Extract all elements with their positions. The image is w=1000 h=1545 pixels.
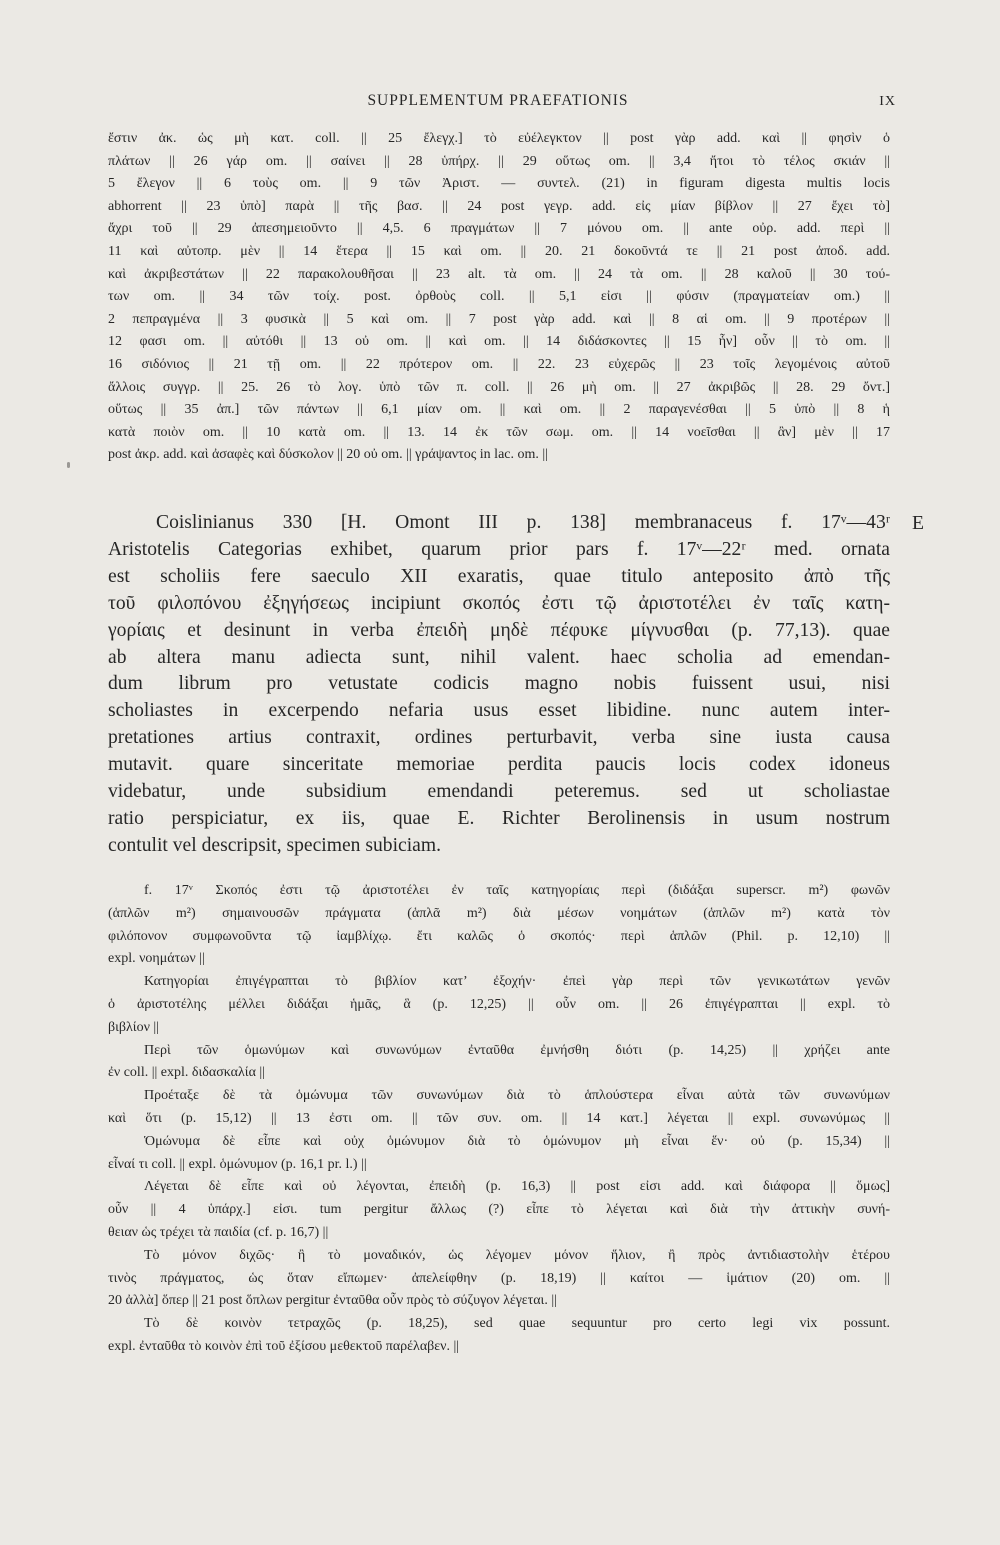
main-text-line: videbatur, unde subsidium emendandi peteremus. sed ut scholiastae: [108, 781, 890, 803]
apparatus-line: 5 ἔλεγον || 6 τοὺς om. || 9 τῶν Ἀριστ. — συντελ. (21) in figuram digesta multis locis: [108, 176, 890, 192]
main-text-line: est scholiis fere saeculo XII exaratis, quae titulo anteposito ἀπὸ τῆς: [108, 565, 890, 587]
apparatus-line: abhorrent || 23 ὑπὸ] παρὰ || τῆς βασ. || 24 post γεγρ. add. εἰς μίαν βίβλον || 27 ἔχει τὸ]: [108, 198, 890, 214]
running-title: SUPPLEMENTUM PRAEFATIONIS: [367, 92, 629, 109]
main-text-line: Aristotelis Categorias exhibet, quarum prior pars f. 17ᵛ—22ʳ med. ornata: [108, 538, 890, 560]
apparatus-line: καὶ ἀκριβεστάτων || 22 παρακολουθῆσαι || 23 alt. τὰ om. || 24 τὰ om. || 28 καλοῦ || 30 τού-: [108, 266, 890, 282]
apparatus-line: ἔστιν ἀκ. ὡς μὴ κατ. coll. || 25 ἔλεγχ.] τὸ εὐέλεγκτον || post γὰρ add. καὶ || φησὶν ὁ: [108, 131, 890, 146]
scholia-line: Τὸ δὲ κοινὸν τετραχῶς (p. 18,25), sed quae sequuntur pro certo legi vix possunt.: [144, 1316, 890, 1332]
scholia-line: Κατηγορίαι ἐπιγέγραπται τὸ βιβλίον κατ’ ἐξοχήν· ἐπεὶ γὰρ περὶ τῶν γενικωτάτων γενῶν: [144, 974, 890, 990]
running-header: [108, 92, 896, 116]
scholia-line: ἐν coll. || expl. διδασκαλία ||: [108, 1065, 266, 1081]
scholia-line: Τὸ μόνον διχῶς· ἢ τὸ μοναδικόν, ὡς λέγομεν μόνον ἥλιον, ἢ πρὸς ἀντιδιαστολὴν ἑτέρου: [144, 1247, 890, 1263]
main-text-line: Coislinianus 330 [H. Omont III p. 138] membranaceus f. 17ᵛ—43ʳ: [156, 512, 890, 533]
main-text-line: ratio perspiciatur, ex iis, quae E. Richter Berolinensis in usum nostrum: [108, 807, 890, 829]
apparatus-line: πλάτων || 26 γάρ om. || σαίνει || 28 ὑπήρχ. || 29 οὕτως om. || 3,4 ἤτοι τὸ τέλος σκιάν ||: [108, 153, 890, 169]
main-text-line: ab altera manu adiecta sunt, nihil valent. haec scholia ad emendan-: [108, 646, 890, 668]
scholia-line: Περὶ τῶν ὁμωνύμων καὶ συνωνύμων ἐνταῦθα ἐμνήσθη διότι (p. 14,25) || χρήζει ante: [144, 1042, 890, 1058]
main-text-line: contulit vel descripsit, specimen subiciam.: [108, 834, 442, 856]
scholia-line: βιβλίον ||: [108, 1019, 160, 1035]
scholia-line: expl. ἐνταῦθα τὸ κοινὸν ἐπὶ τοῦ ἐξίσου μεθεκτοῦ παρέλαβεν. ||: [108, 1338, 460, 1354]
scholia-line: ὁ ἀριστοτέλης μέλλει διδάξαι ἡμᾶς, ἃ (p. 12,25) || οὖν om. || 26 ἐπιγέγραπται || expl. τὸ: [108, 996, 890, 1012]
main-text-line: mutavit. quare sinceritate memoriae perdita paucis locis codex idoneus: [108, 754, 890, 776]
main-text-line: γορίαις et desinunt in verba ἐπειδὴ μηδὲ πέφυκε μίγνυσθαι (p. 77,13). quae: [108, 619, 890, 641]
scholia-excerpt: [108, 880, 890, 1359]
apparatus-line: οὕτως || 35 ἀπ.] τῶν πάντων || 6,1 μίαν om. || καὶ om. || 2 παραγενέσθαι || 5 ὑπὸ || 8 ἡ: [108, 402, 890, 418]
apparatus-line: ἄχρι τοῦ || 29 ἀπεσημειοῦντο || 4,5. 6 πραγμάτων || 7 μόνου om. || ante οὐρ. add. περὶ ||: [108, 221, 890, 237]
scholia-line: καὶ ὅτι (p. 15,12) || 13 ἐστι om. || τῶν συν. om. || 14 κατ.] λέγεται || expl. συνωνύμως ||: [108, 1110, 890, 1126]
scholia-line: οὖν || 4 ὑπάρχ.] εἰσι. tum pergitur ἄλλως (?) εἶπε τὸ λέγεται καὶ διὰ τὴν ἀττικὴν συνή-: [108, 1202, 890, 1218]
scholia-line: θειαν ὡς τρέχει τὰ παιδία (cf. p. 16,7) ||: [108, 1224, 329, 1240]
apparatus-line: κατὰ ποιὸν om. || 10 κατὰ om. || 13. 14 ἐκ τῶν σωμ. om. || 14 νοεῖσθαι || ἂν] μὲν || 17: [108, 424, 890, 440]
apparatus-line: 12 φασι om. || αὐτόθι || 13 οὐ om. || καὶ om. || 14 διδάσκοντες || 15 ἦν] οὖν || τὸ om. ||: [108, 334, 890, 350]
scholia-line: φιλόπονον συμφωνοῦντα τῷ ἰαμβλίχῳ. ἔτι καλῶς ὁ σκοπός· περὶ ἁπλῶν (Phil. p. 12,10) ||: [108, 928, 890, 944]
apparatus-line: 16 σιδόνιος || 21 τῇ om. || 22 πρότερον om. || 22. 23 εὐχερῶς || 23 τοῖς λεγομένοις αὐτοῦ: [108, 356, 890, 372]
apparatus-line: των om. || 34 τῶν τοίχ. post. ὀρθοὺς coll. || 5,1 εἰσι || φύσιν (πραγματείαν om.) ||: [108, 289, 890, 305]
main-text-line: pretationes artius contraxit, ordines perturbavit, verba sine iusta causa: [108, 727, 890, 749]
page-number: IX: [879, 94, 896, 109]
paper-speck: [67, 462, 70, 468]
main-text: [108, 510, 890, 860]
main-text-line: τοῦ φιλοπόνου ἐξηγήσεως incipiunt σκοπός ἐστι τῷ ἀριστοτέλει ἐν ταῖς κατη-: [108, 592, 890, 614]
scholia-line: f. 17ᵛ Σκοπός ἐστι τῷ ἀριστοτέλει ἐν ταῖς κατηγορίαις περὶ (διδάξαι superscr. m²) φωνῶν: [144, 883, 890, 898]
scholia-line: (ἁπλῶν m²) σημαινουσῶν πράγματα (ἁπλᾶ m²) διὰ μέσων νοημάτων (ἁπλῶν m²) κατὰ τὸν: [108, 905, 890, 921]
critical-apparatus: [108, 128, 890, 467]
scholia-line: Προέταξε δὲ τὰ ὁμώνυμα τῶν συνωνύμων διὰ τὸ ἁπλούστερα εἶναι αὐτὰ τῶν συνωνύμων: [144, 1088, 890, 1104]
apparatus-line: ἄλλοις συγγρ. || 25. 26 τὸ λογ. ὑπὸ τῶν π. coll. || 26 μὴ om. || 27 ἀκριβῶς || 28. 29 ὄντ.]: [108, 379, 890, 395]
apparatus-line: 2 πεπραγμένα || 3 φυσικὰ || 5 καὶ om. || 7 post γὰρ add. καὶ || 8 αἱ om. || 9 προτέρων ||: [108, 311, 890, 327]
scholia-line: τινὸς πράγματος, ὡς ὅταν εἴπωμεν· ἀπελείφθην (p. 18,19) || καίτοι — ἱμάτιον (20) om. ||: [108, 1270, 890, 1286]
main-text-line: scholiastes in excerpendo nefaria usus esset libidine. nunc autem inter-: [108, 700, 890, 722]
scholia-line: expl. νοημάτων ||: [108, 951, 205, 967]
margin-siglum: E: [912, 513, 924, 534]
scholia-line: 20 ἀλλὰ] ὅπερ || 21 post ὅπλων pergitur ἐνταῦθα οὖν πρὸς τὸ σύζυγον λέγεται. ||: [108, 1293, 557, 1309]
scholia-line: εἶναί τι coll. || expl. ὁμώνυμον (p. 16,1 pr. l.) ||: [108, 1156, 367, 1172]
scholia-line: Λέγεται δὲ εἶπε καὶ οὐ λέγονται, ἐπειδὴ (p. 16,3) || post εἰσι add. καὶ διάφορα || ὅμως]: [144, 1179, 890, 1195]
apparatus-line: 11 καὶ αὐτοπρ. μὲν || 14 ἕτερα || 15 καὶ om. || 20. 21 δοκοῦντά τε || 21 post ἀποδ. add.: [108, 243, 890, 259]
scholia-line: Ὁμώνυμα δὲ εἶπε καὶ οὐχ ὁμώνυμον διὰ τὸ ὁμώνυμον μὴ εἶναι ἕν· οὐ (p. 15,34) ||: [144, 1133, 890, 1149]
main-text-line: dum librum pro vetustate codicis magno nobis fuissent usui, nisi: [108, 673, 890, 695]
apparatus-line: post ἀκρ. add. καὶ ἀσαφὲς καὶ δύσκολον || 20 οὐ om. || γράψαντος in lac. om. ||: [108, 447, 548, 463]
